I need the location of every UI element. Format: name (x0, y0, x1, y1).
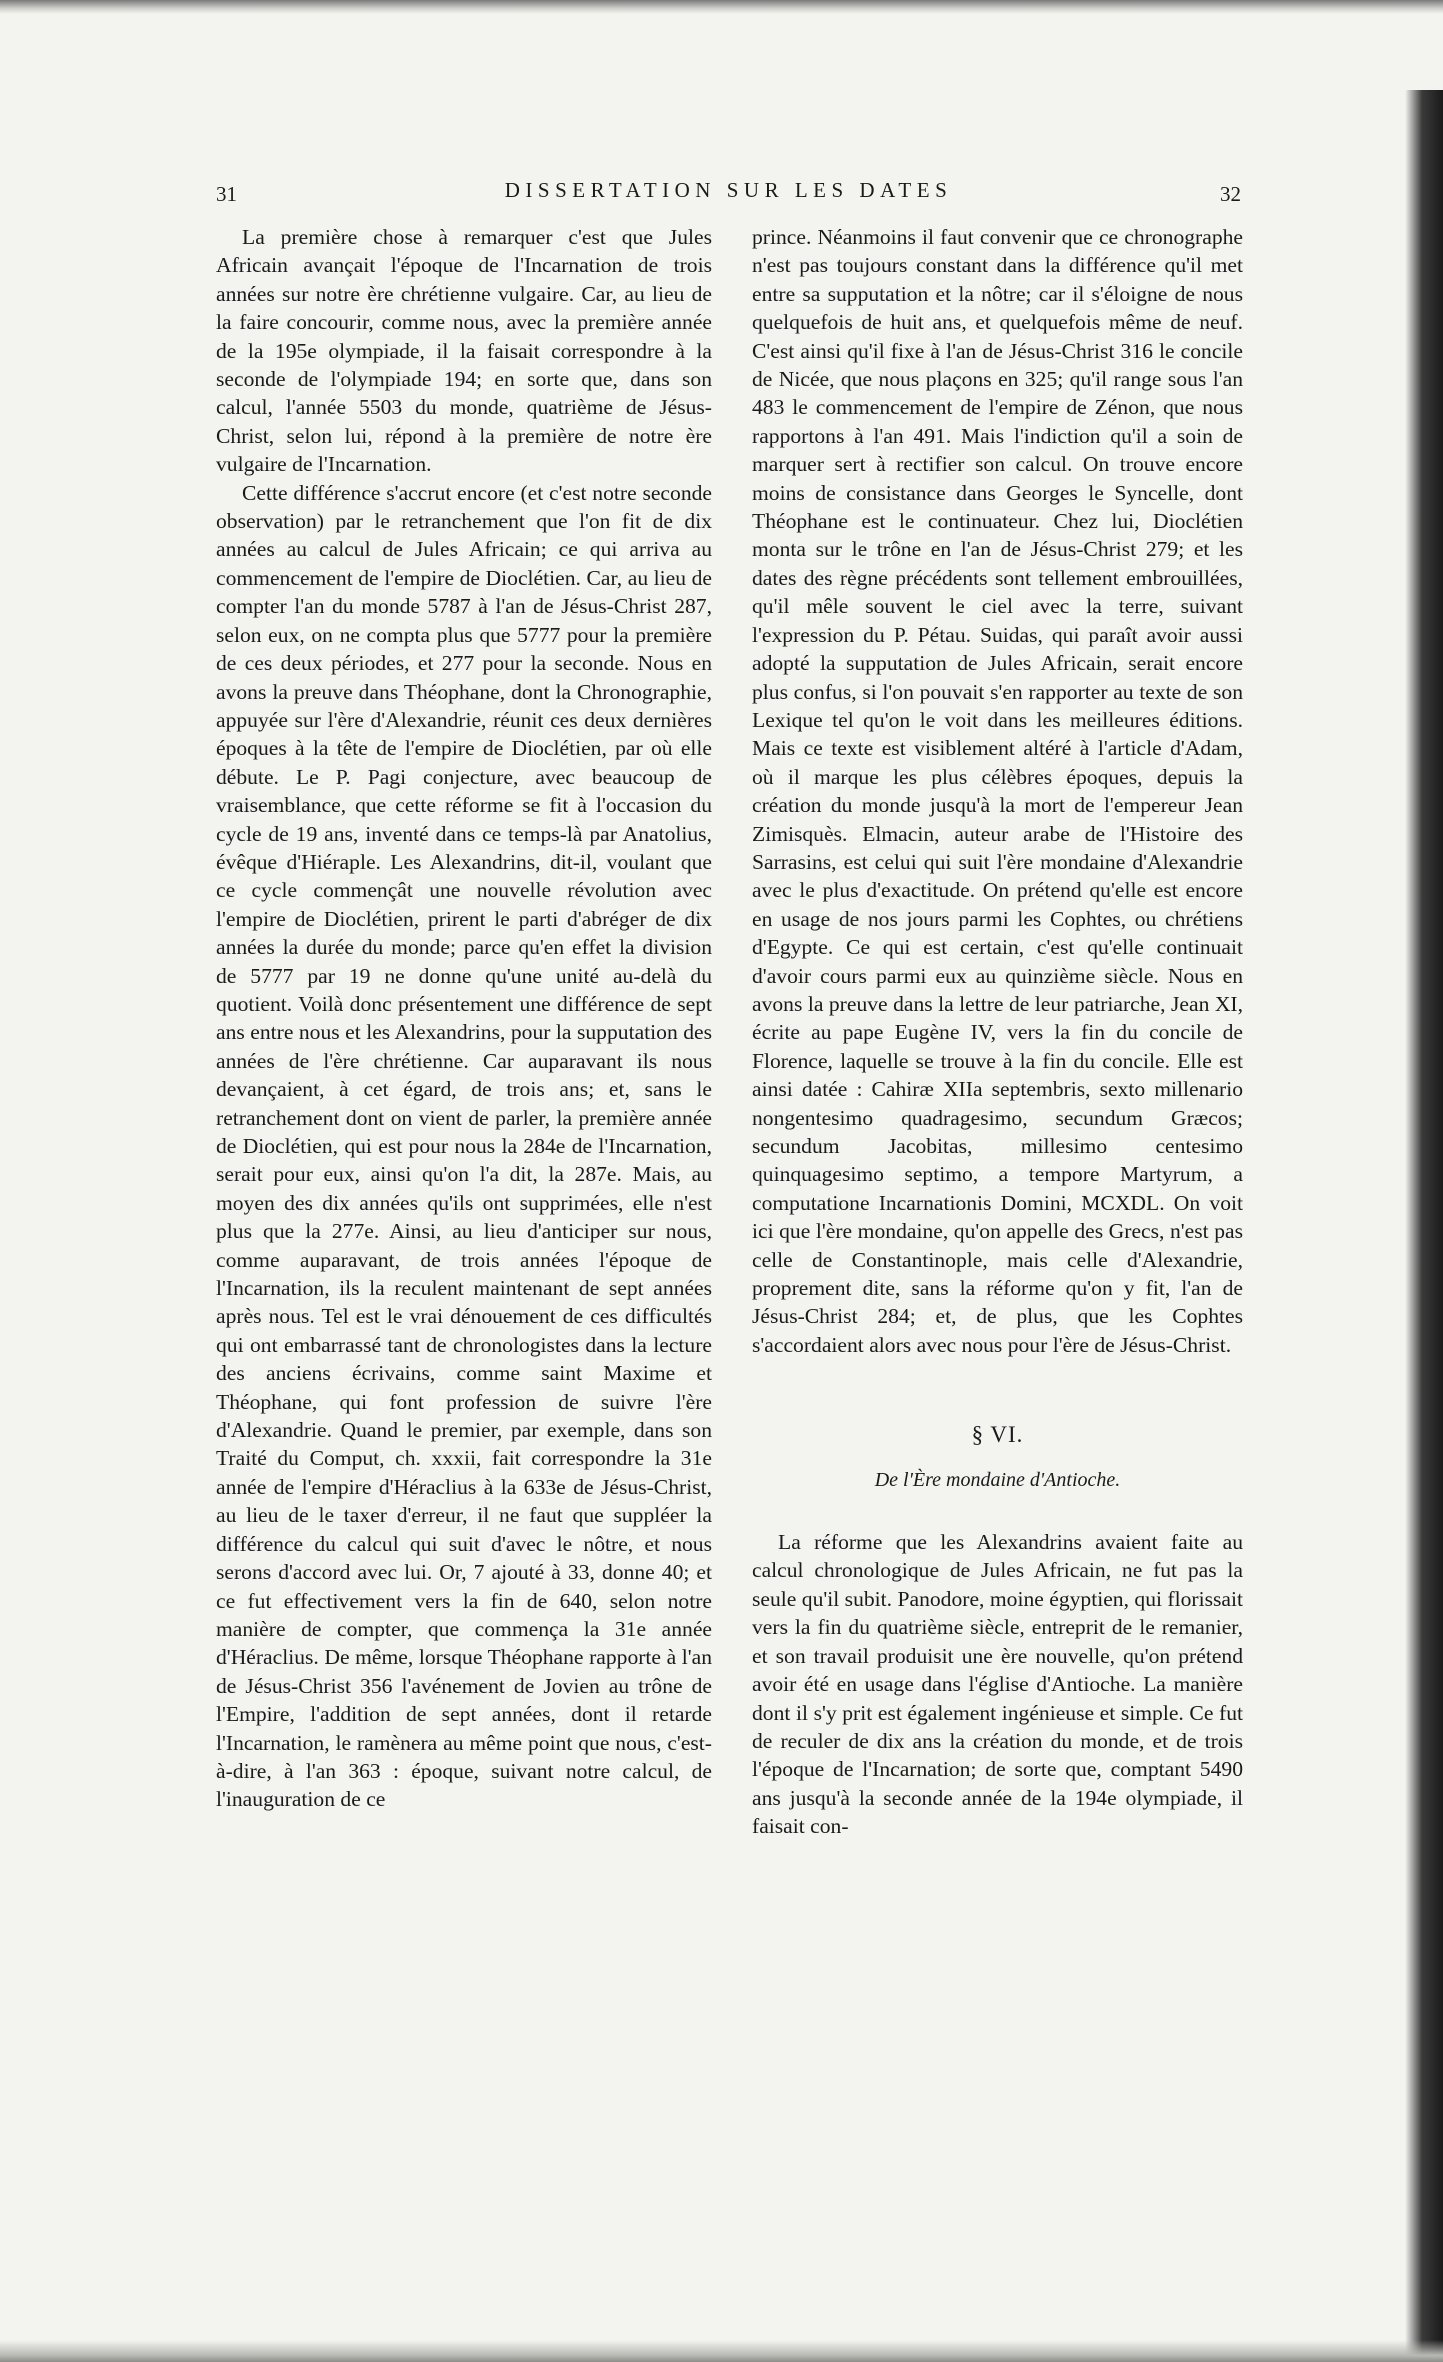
section-title: De l'Ère mondaine d'Antioche. (874, 1468, 1121, 1491)
page-number-left: 31 (216, 182, 237, 206)
running-head (216, 178, 1241, 210)
section-number: § VI. (971, 1422, 1024, 1448)
page-bottom-edge (0, 2340, 1443, 2362)
binding-shadow (1405, 90, 1443, 2362)
right-column (752, 223, 1243, 1841)
paragraph: La réforme que les Alexandrins avaient faite au calcul chronologique de Jules Africain, ne fut pas la seule qu'il subit. Panodore, moine égyptien, qui florissait vers la fin du quatrième siècle, entreprit de le remanier, et son travail produisit une ère nouvelle, qu'on prétend avoir été en usage dans l'église d'Antioche. La manière dont il s'y prit est également ingénieuse et simple. Ce fut de reculer de dix ans la création du monde, et de trois l'époque de l'Incarnation; de sorte que, comptant 5490 ans jusqu'à la seconde année de la 194e olympiade, il faisait con- (752, 1530, 1243, 1839)
page-top-edge (0, 0, 1443, 14)
paragraph: Cette différence s'accrut encore (et c'est notre seconde observation) par le retranchement que l'on fit de dix années au calcul de Jules Africain; ce qui arriva au commencement de l'empire de Dioclétien. Car, au lieu de compter l'an du monde 5787 à l'an de Jésus-Christ 287, selon eux, on ne compta plus que 5777 pour la première de ces deux périodes, et 277 pour la seconde. Nous en avons la preuve dans Théophane, dont la Chronographie, appuyée sur l'ère d'Alexandrie, réunit ces deux dernières époques à la tête de l'empire de Dioclétien, par où elle débute. Le P. Pagi conjecture, avec beaucoup de vraisemblance, que cette réforme se fit à l'occasion du cycle de 19 ans, inventé dans ce temps-là par Anatolius, évêque d'Hiéraple. Les Alexandrins, dit-il, voulant que ce cycle commençât une nouvelle révolution avec l'empire de Dioclétien, prirent le parti d'abréger de dix années la durée du monde; parce qu'en effet la division de 5777 par 19 ne donne qu'une unité au-delà du quotient. Voilà donc présentement une différence de sept ans entre nous et les Alexandrins, pour la supputation des années de l'ère chrétienne. Car auparavant ils nous devançaient, à cet égard, de trois ans; et, sans le retranchement dont on vient de parler, la première année de Dioclétien, qui est pour nous la 284e de l'Incarnation, serait pour eux, ainsi qu'on l'a dit, la 287e. Mais, au moyen des dix années qu'ils ont supprimées, elle n'est plus que la 277e. Ainsi, au lieu d'anticiper sur nous, comme auparavant, de trois années l'époque de l'Incarnation, ils la reculent maintenant de sept années après nous. Tel est le vrai dénouement de ces difficultés qui ont embarrassé tant de chronologistes dans la lecture des anciens écrivains, comme saint Maxime et Théophane, qui font profession de suivre l'ère d'Alexandrie. Quand le premier, par exemple, dans son Traité du Comput, ch. xxxii, fait correspondre la 31e année de l'empire d'Héraclius à la 633e de Jésus-Christ, au lieu de le taxer d'erreur, il ne faut que suppléer la différence du calcul qui suit d'avec le nôtre, et nous serons d'accord avec lui. Or, 7 ajouté à 33, donne 40; et ce fut effectivement vers la fin de 640, selon notre manière de compter, que commença la 31e année d'Héraclius. De même, lorsque Théophane rapporte à l'an de Jésus-Christ 356 l'avénement de Jovien au trône de l'Empire, l'addition de sept années, dont il retarde l'Incarnation, le ramènera au même point que nous, c'est-à-dire, à l'an 363 : époque, suivant notre calcul, de l'inauguration de ce (216, 480, 712, 1812)
page-number-right: 32 (1220, 182, 1241, 206)
left-column (216, 223, 712, 1814)
paragraph-continuation: prince. Néanmoins il faut convenir que ce chronographe n'est pas toujours constant dans la différence qu'il met entre sa supputation et la nôtre; car il s'éloigne de nous quelquefois de huit ans, et quelquefois même de neuf. C'est ainsi qu'il fixe à l'an de Jésus-Christ 316 le concile de Nicée, que nous plaçons en 325; qu'il range sous l'an 483 le commencement de l'empire de Zénon, que nous rapportons à l'an 491. Mais l'indiction qu'il a soin de marquer sert à rectifier son calcul. On trouve encore moins de consistance dans Georges le Syncelle, dont Théophane est le continuateur. Chez lui, Dioclétien monta sur le trône en l'an de Jésus-Christ 279; et les dates des règne précédents sont tellement embrouillées, qu'il mêle souvent le ciel avec la terre, suivant l'expression du P. Pétau. Suidas, qui paraît avoir aussi adopté la supputation de Jules Africain, serait encore plus confus, si l'on pouvait s'en rapporter au texte de son Lexique tel qu'on le voit dans les meilleures éditions. Mais ce texte est visiblement altéré à l'article d'Adam, où il marque les plus célèbres époques, depuis la création du monde jusqu'à la mort de l'empereur Jean Zimisquès. Elmacin, auteur arabe de l'Histoire des Sarrasins, est celui qui suit l'ère mondaine d'Alexandrie avec le plus d'exactitude. On prétend qu'elle est encore en usage de nos jours parmi les Cophtes, ou chrétiens d'Egypte. Ce qui est certain, c'est qu'elle continuait d'avoir cours parmi eux au quinzième siècle. Nous en avons la preuve dans la lettre de leur patriarche, Jean XI, écrite au pape Eugène IV, vers la fin du concile de Florence, laquelle se trouve à la fin du concile. Elle est ainsi datée : Cahiræ XIIa septembris, sexto millenario nongentesimo quadragesimo, secundum Græcos; secundum Jacobitas, millesimo centesimo quinquagesimo septimo, a tempore Martyrum, a computatione Incarnationis Domini, MCXDL. On voit ici que l'ère mondaine, qu'on appelle des Grecs, n'est pas celle de Constantinople, mais celle d'Alexandrie, proprement dite, sans la réforme qu'on y fit, l'an de Jésus-Christ 284; et, de plus, que les Cophtes s'accordaient alors avec nous pour l'ère de Jésus-Christ. (752, 225, 1243, 1357)
running-title: DISSERTATION SUR LES DATES (504, 178, 953, 202)
paragraph: La première chose à remarquer c'est que Jules Africain avançait l'époque de l'Incarnation de trois années sur notre ère chrétienne vulgaire. Car, au lieu de la faire concourir, comme nous, avec la première année de la 195e olympiade, il la faisait correspondre à la seconde de l'olympiade 194; en sorte que, dans son calcul, l'année 5503 du monde, quatrième de Jésus-Christ, selon lui, répond à la première de notre ère vulgaire de l'Incarnation. (216, 225, 712, 477)
